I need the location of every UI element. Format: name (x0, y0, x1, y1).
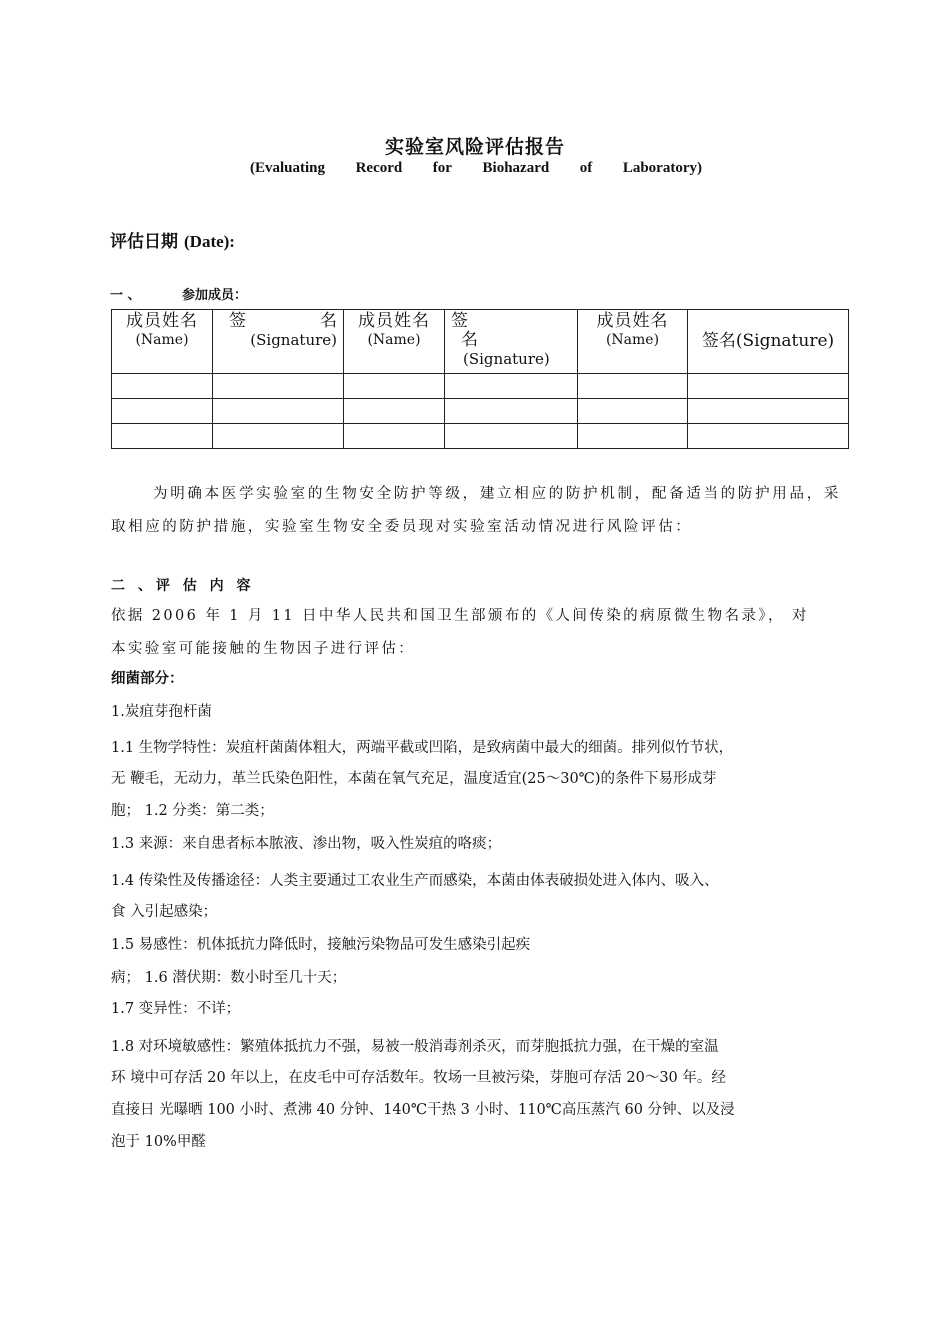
date-label-en: (Date): (184, 232, 235, 251)
table-cell[interactable] (213, 374, 344, 399)
table-cell[interactable] (445, 399, 578, 424)
basis-paragraph: 依据 2006 年 1 月 11 日中华人民共和国卫生部颁布的《人间传染的病原微生物名录》， 对本实验室可能接触的生物因子进行评估： (111, 608, 809, 657)
body-line: 1.5 易感性：机体抵抗力降低时，接触污染物品可发生感染引起疾 (111, 937, 531, 953)
evaluation-date (110, 227, 235, 252)
section-1-number: 一 、 (110, 288, 141, 303)
table-cell[interactable] (344, 374, 445, 399)
section-1-title: 参加成员： (182, 288, 248, 303)
table-cell[interactable] (445, 374, 578, 399)
body-line: 1.4 传染性及传播途径：人类主要通过工农业生产而感染，本菌由体表破损处进入体内、吸入、 (111, 873, 719, 889)
header-name-1: 成员姓名 (Name) (112, 310, 213, 374)
header-signature-3: 签名(Signature) (688, 310, 849, 374)
body-line: 无 鞭毛，无动力，革兰氏染色阳性，本菌在氧气充足，温度适宜(25～30℃)的条件下易形成芽 (111, 771, 717, 787)
subtitle-word: Biohazard (482, 160, 550, 176)
subtitle-word: for (432, 160, 452, 176)
table-cell[interactable] (688, 424, 849, 449)
header-name-2: 成员姓名 (Name) (344, 310, 445, 374)
table-cell[interactable] (578, 399, 688, 424)
body-line: 胞； 1.2 分类：第二类； (111, 803, 274, 819)
body-line: 1.炭疽芽孢杆菌 (111, 704, 212, 720)
table-cell[interactable] (344, 399, 445, 424)
table-cell[interactable] (344, 424, 445, 449)
table-cell[interactable] (688, 399, 849, 424)
body-line: 泡于 10%甲醛 (111, 1134, 206, 1150)
table-cell[interactable] (578, 374, 688, 399)
document-title: 实验室风险评估报告 (384, 136, 565, 158)
members-table-header (112, 310, 849, 374)
date-label: 评估日期 (110, 232, 178, 252)
subtitle-word: of (579, 160, 593, 176)
table-cell[interactable] (688, 374, 849, 399)
header-signature-1: 签 名 (Signature) (213, 310, 344, 374)
section-1-heading (110, 284, 247, 303)
table-cell[interactable] (112, 424, 213, 449)
table-row (112, 399, 849, 424)
body-line: 1.7 变异性：不详； (111, 1001, 241, 1017)
table-cell[interactable] (578, 424, 688, 449)
document-subtitle (250, 160, 702, 177)
table-row (112, 424, 849, 449)
subtitle-word: Record (355, 160, 403, 176)
intro-paragraph: 为明确本医学实验室的生物安全防护等级，建立相应的防护机制，配备适当的防护用品，采取相应的防护措施，实验室生物安全委员现对实验室活动情况进行风险评估： (111, 486, 841, 535)
body-line: 直接日 光曝晒 100 小时、煮沸 40 分钟、140℃干热 3 小时、110℃高压蒸汽 60 分钟、以及浸 (111, 1102, 735, 1118)
table-cell[interactable] (445, 424, 578, 449)
subtitle-word: (Evaluating (250, 160, 326, 176)
table-cell[interactable] (213, 399, 344, 424)
table-cell[interactable] (112, 374, 213, 399)
header-name-3: 成员姓名 (Name) (578, 310, 688, 374)
body-line: 1.3 来源：来自患者标本脓液、渗出物，吸入性炭疽的咯痰； (111, 836, 502, 852)
body-line: 食 入引起感染； (111, 904, 218, 920)
body-line: 病； 1.6 潜伏期：数小时至几十天； (111, 970, 347, 986)
members-table (111, 309, 849, 449)
table-cell[interactable] (112, 399, 213, 424)
body-line: 1.1 生物学特性：炭疽杆菌菌体粗大，两端平截或凹陷，是致病菌中最大的细菌。排列似竹节状， (111, 740, 734, 756)
subtitle-word: Laboratory) (622, 160, 702, 176)
table-row (112, 374, 849, 399)
bacteria-heading: 细菌部分： (111, 671, 184, 687)
body-line: 环 境中可存活 20 年以上，在皮毛中可存活数年。牧场一旦被污染，芽胞可存活 20～30 年。经 (111, 1070, 726, 1086)
body-line: 1.8 对环境敏感性：繁殖体抵抗力不强，易被一般消毒剂杀灭，而芽胞抵抗力强，在干燥的室温 (111, 1039, 719, 1055)
section-2-heading: 二 、评 估 内 容 (111, 578, 255, 594)
header-signature-2: 签 名 (Signature) (445, 310, 578, 374)
table-cell[interactable] (213, 424, 344, 449)
